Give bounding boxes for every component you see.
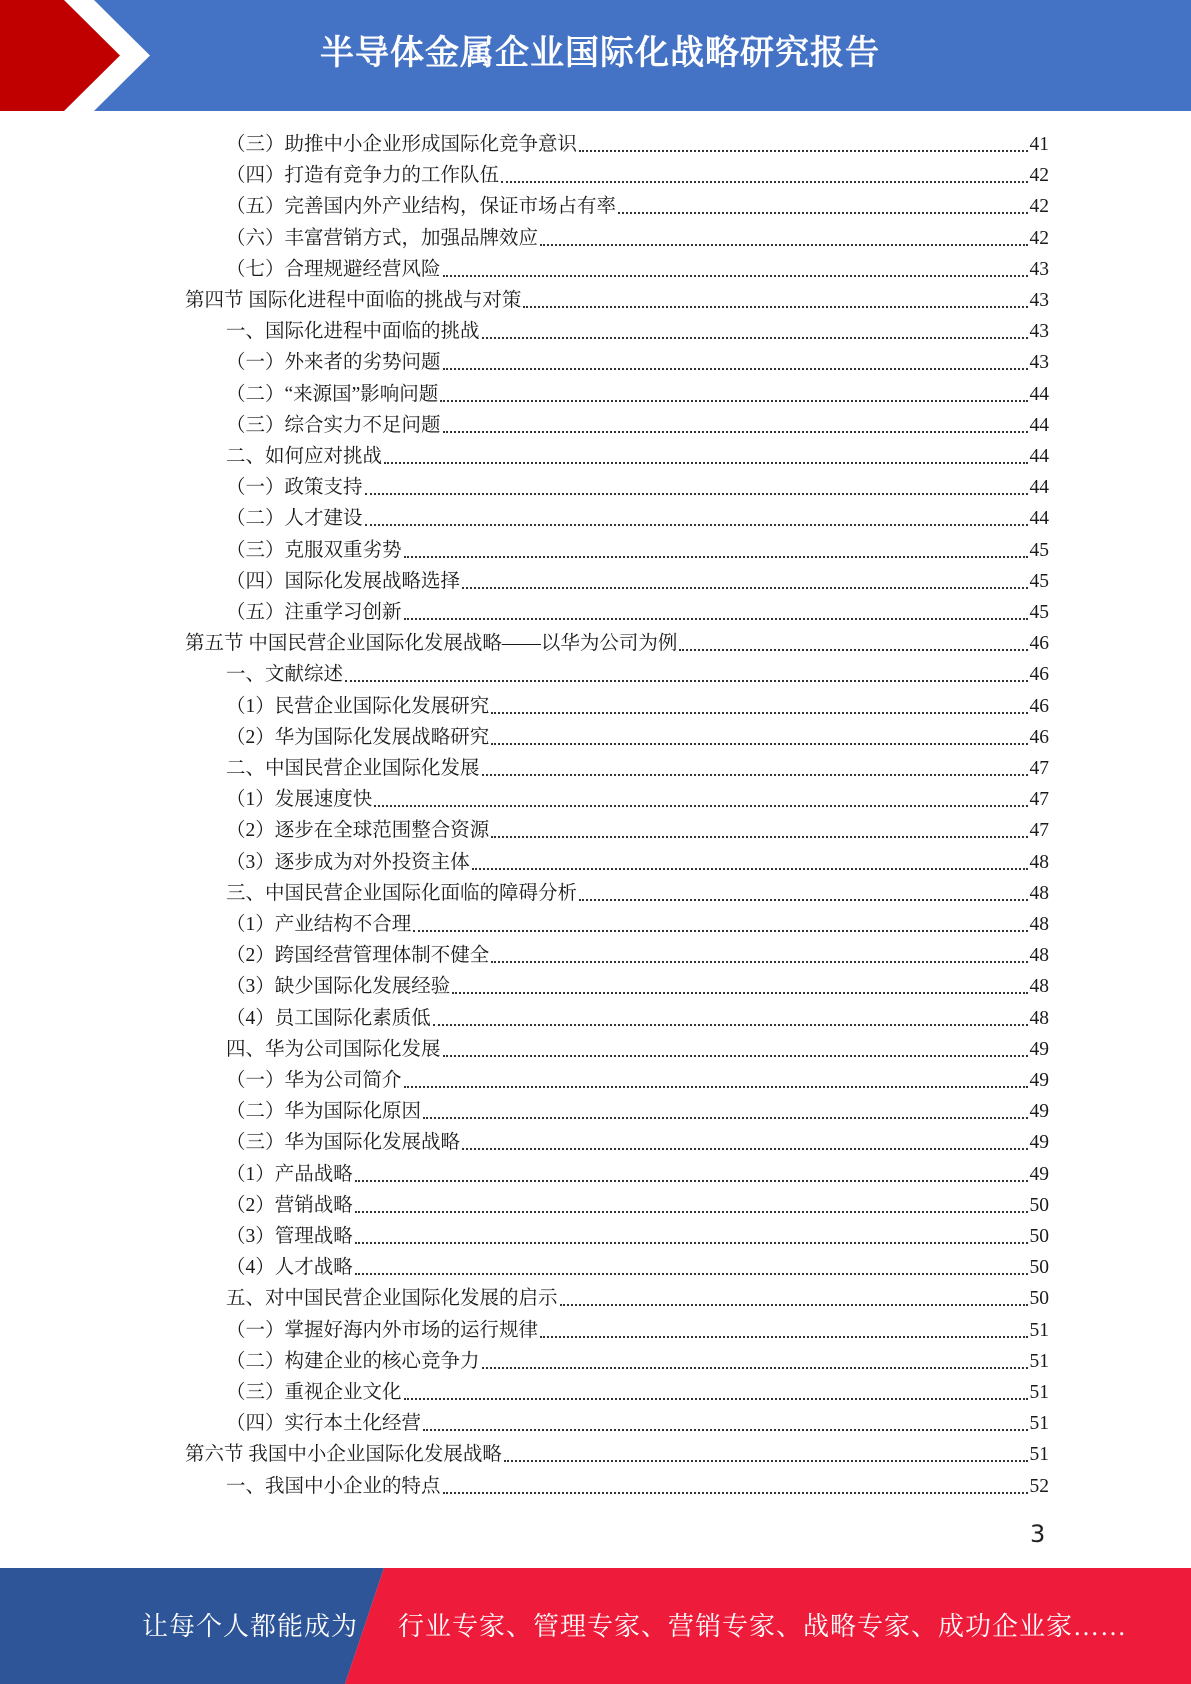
toc-entry[interactable] (226, 127, 1049, 158)
toc-entry-page: 48 (1029, 1007, 1049, 1029)
toc-entry-page: 45 (1029, 602, 1049, 623)
toc-entry-page: 46 (1029, 695, 1049, 717)
toc-entry[interactable] (226, 345, 1049, 376)
dot-leader (345, 680, 1027, 682)
report-title: 半导体金属企业国际化战略研究报告 (320, 33, 880, 73)
toc-entry-page: 43 (1029, 290, 1049, 311)
toc-entry-label: 一、国际化进程中面临的挑战 (226, 321, 480, 343)
toc-entry-label: （一）外来者的劣势问题 (226, 352, 441, 374)
toc-entry[interactable] (226, 1219, 1049, 1250)
dot-leader (482, 337, 1028, 339)
toc-entry-page: 49 (1029, 1038, 1049, 1060)
toc-entry-page: 49 (1029, 1101, 1049, 1123)
toc-entry-page: 44 (1029, 383, 1049, 405)
toc-entry[interactable] (226, 876, 1049, 907)
toc-entry-label: （1）发展速度快 (226, 789, 373, 811)
toc-entry-label: （四）实行本土化经营 (226, 1413, 422, 1435)
toc-entry[interactable] (226, 1188, 1049, 1219)
toc-entry[interactable] (226, 1406, 1049, 1437)
toc-entry-label: 五、对中国民营企业国际化发展的启示 (226, 1288, 558, 1310)
toc-entry-page: 49 (1029, 1163, 1049, 1185)
toc-entry-page: 43 (1029, 321, 1049, 343)
toc-entry[interactable] (226, 657, 1049, 688)
toc-entry-label: （四）国际化发展战略选择 (226, 570, 461, 592)
toc-entry-label: （1）产业结构不合理 (226, 914, 412, 935)
toc-entry[interactable] (226, 595, 1049, 626)
page-header (0, 0, 1191, 111)
dot-leader (443, 1055, 1028, 1057)
dot-leader (404, 1086, 1028, 1088)
toc-entry-page: 52 (1029, 1475, 1049, 1497)
toc-entry-label: （三）综合实力不足问题 (226, 414, 441, 436)
dot-leader (423, 1117, 1027, 1119)
footer-slogan-left: 让每个人都能成为 (142, 1612, 359, 1641)
toc-entry-label: （三）重视企业文化 (226, 1382, 402, 1403)
dot-leader (462, 587, 1027, 589)
dot-leader (491, 836, 1027, 838)
dot-leader (404, 556, 1028, 558)
toc-entry[interactable] (226, 845, 1049, 876)
toc-entry-label: （3）管理战略 (226, 1226, 353, 1247)
toc-entry-page: 49 (1029, 1132, 1049, 1154)
toc-entry[interactable] (226, 969, 1049, 1000)
toc-entry-page: 45 (1029, 570, 1049, 592)
toc-entry-page: 42 (1029, 196, 1049, 218)
toc-entry-page: 47 (1029, 758, 1049, 779)
dot-leader (491, 743, 1027, 745)
toc-entry-page: 48 (1029, 945, 1049, 967)
toc-entry[interactable] (226, 377, 1049, 408)
dot-leader (443, 1492, 1028, 1494)
toc-entry-page: 50 (1029, 1288, 1049, 1310)
toc-entry[interactable] (226, 564, 1049, 595)
dot-leader (501, 181, 1027, 183)
dot-leader (440, 400, 1027, 402)
dot-leader (579, 150, 1027, 152)
toc-entry-label: （二）构建企业的核心竞争力 (226, 1350, 480, 1372)
dot-leader (482, 774, 1028, 776)
toc-entry-page: 45 (1029, 539, 1049, 561)
dot-leader (452, 992, 1027, 994)
toc-entry-label: （一）政策支持 (226, 477, 363, 499)
toc-entry-label: （1）产品战略 (226, 1163, 353, 1185)
toc-entry-label: （三）助推中小企业形成国际化竞争意识 (226, 134, 578, 155)
toc-entry-label: （四）打造有竞争力的工作队伍 (226, 165, 500, 187)
toc-entry-label: （二）人才建设 (226, 508, 363, 530)
dot-leader (423, 1429, 1027, 1431)
toc-entry-page: 46 (1029, 664, 1049, 686)
toc-entry-page: 49 (1029, 1070, 1049, 1091)
toc-entry[interactable] (226, 1125, 1049, 1156)
toc-entry-label: （2）华为国际化发展战略研究 (226, 726, 490, 748)
toc-entry-page: 41 (1029, 134, 1049, 155)
toc-entry-page: 44 (1029, 414, 1049, 436)
toc-entry[interactable] (226, 1375, 1049, 1406)
toc-entry-page: 48 (1029, 851, 1049, 873)
toc-entry[interactable] (185, 283, 1049, 314)
dot-leader (491, 712, 1027, 714)
toc-entry-page: 51 (1029, 1382, 1049, 1403)
toc-entry[interactable] (226, 1094, 1049, 1125)
toc-entry-page: 48 (1029, 976, 1049, 998)
toc-entry-page: 43 (1029, 258, 1049, 280)
toc-entry-label: 二、如何应对挑战 (226, 446, 383, 467)
page-footer (0, 1568, 1191, 1684)
toc-entry-page: 44 (1029, 446, 1049, 467)
toc-entry[interactable] (226, 470, 1049, 501)
toc-entry-label: 三、中国民营企业国际化面临的障碍分析 (226, 882, 578, 904)
toc-entry[interactable] (226, 189, 1049, 220)
toc-entry[interactable] (226, 1250, 1049, 1281)
dot-leader (443, 431, 1028, 433)
toc-entry[interactable] (226, 221, 1049, 252)
toc-entry[interactable] (226, 1032, 1049, 1063)
toc-entry-label: （2）营销战略 (226, 1194, 353, 1216)
toc-entry[interactable] (226, 533, 1049, 564)
toc-entry[interactable] (226, 1313, 1049, 1344)
toc-entry-page: 51 (1029, 1444, 1049, 1466)
dot-leader (504, 1460, 1028, 1462)
toc-entry[interactable] (226, 689, 1049, 720)
toc-entry[interactable] (226, 501, 1049, 532)
toc-entry[interactable] (226, 1344, 1049, 1375)
toc-entry-label: （一）掌握好海内外市场的运行规律 (226, 1319, 539, 1341)
toc-entry-label: 第五节 中国民营企业国际化发展战略——以华为公司为例 (185, 633, 678, 655)
toc-entry-label: （一）华为公司简介 (226, 1070, 402, 1091)
toc-entry-page: 50 (1029, 1257, 1049, 1279)
dot-leader (404, 1398, 1028, 1400)
toc-entry-page: 44 (1029, 508, 1049, 530)
toc-entry-label: （4）人才战略 (226, 1257, 353, 1279)
dot-leader (433, 1024, 1028, 1026)
dot-leader (355, 1242, 1028, 1244)
toc-entry[interactable] (226, 1469, 1049, 1500)
toc-entry[interactable] (226, 408, 1049, 439)
toc-entry-label: （五）完善国内外产业结构，保证市场占有率 (226, 196, 617, 218)
toc-entry[interactable] (226, 1157, 1049, 1188)
dot-leader (540, 244, 1027, 246)
toc-entry-label: （二）“来源国”影响问题 (226, 383, 439, 405)
dot-leader (374, 805, 1027, 807)
dot-leader (404, 618, 1028, 620)
toc-entry[interactable] (185, 626, 1049, 657)
toc-entry[interactable] (226, 1281, 1049, 1312)
toc-entry-page: 48 (1029, 882, 1049, 904)
toc-entry-page: 51 (1029, 1319, 1049, 1341)
toc-entry-page: 47 (1029, 820, 1049, 842)
toc-entry-label: （2）跨国经营管理体制不健全 (226, 945, 490, 967)
toc-entry[interactable] (226, 720, 1049, 751)
toc-entry-label: （2）逐步在全球范围整合资源 (226, 820, 490, 842)
toc-entry-label: （七）合理规避经营风险 (226, 258, 441, 280)
toc-entry[interactable] (226, 439, 1049, 470)
toc-entry[interactable] (226, 782, 1049, 813)
toc-entry-label: （1）民营企业国际化发展研究 (226, 695, 490, 717)
toc-entry[interactable] (226, 813, 1049, 844)
toc-entry[interactable] (226, 1001, 1049, 1032)
toc-entry-page: 42 (1029, 227, 1049, 249)
dot-leader (443, 275, 1028, 277)
toc-entry[interactable] (226, 938, 1049, 969)
toc-entry-label: （三）华为国际化发展战略 (226, 1132, 461, 1154)
dot-leader (579, 899, 1027, 901)
toc-entry-label: （三）克服双重劣势 (226, 539, 402, 561)
toc-entry-page: 50 (1029, 1226, 1049, 1247)
toc-entry[interactable] (226, 252, 1049, 283)
dot-leader (413, 930, 1027, 932)
toc-entry-label: 第六节 我国中小企业国际化发展战略 (185, 1444, 502, 1466)
toc-entry-label: （4）员工国际化素质低 (226, 1007, 431, 1029)
dot-leader (560, 1304, 1028, 1306)
dot-leader (355, 1211, 1028, 1213)
dot-leader (482, 1367, 1028, 1369)
dot-leader (355, 1273, 1028, 1275)
dot-leader (618, 212, 1027, 214)
toc-entry-label: （3）逐步成为对外投资主体 (226, 851, 470, 873)
toc-entry-label: 一、我国中小企业的特点 (226, 1475, 441, 1497)
toc-entry[interactable] (226, 158, 1049, 189)
toc-entry[interactable] (226, 1063, 1049, 1094)
toc-entry[interactable] (185, 1437, 1049, 1468)
toc-entry-page: 44 (1029, 477, 1049, 499)
footer-slogan-right: 行业专家、管理专家、营销专家、战略专家、成功企业家…… (398, 1612, 1128, 1641)
dot-leader (472, 868, 1028, 870)
toc-entry-label: 一、文献综述 (226, 664, 344, 686)
toc-entry-label: （五）注重学习创新 (226, 602, 402, 623)
toc-entry-label: （二）华为国际化原因 (226, 1101, 422, 1123)
toc-entry-page: 46 (1029, 633, 1049, 655)
toc-entry-page: 51 (1029, 1350, 1049, 1372)
dot-leader (491, 961, 1027, 963)
dot-leader (384, 462, 1027, 464)
toc-entry-page: 46 (1029, 726, 1049, 748)
toc-entry-label: （3）缺少国际化发展经验 (226, 976, 451, 998)
dot-leader (679, 649, 1027, 651)
dot-leader (365, 493, 1028, 495)
toc-entry-page: 51 (1029, 1413, 1049, 1435)
page-number: 3 (1030, 1520, 1046, 1548)
toc-entry[interactable] (226, 751, 1049, 782)
toc-entry[interactable] (226, 314, 1049, 345)
toc-entry[interactable] (226, 907, 1049, 938)
dot-leader (540, 1336, 1027, 1338)
dot-leader (523, 306, 1027, 308)
dot-leader (355, 1180, 1028, 1182)
toc-entry-label: 第四节 国际化进程中面临的挑战与对策 (185, 290, 522, 311)
dot-leader (443, 368, 1028, 370)
toc-entry-label: 二、中国民营企业国际化发展 (226, 758, 480, 779)
chevron-decoration (0, 0, 160, 111)
toc-entry-page: 48 (1029, 914, 1049, 935)
dot-leader (462, 1148, 1027, 1150)
toc-entry-page: 42 (1029, 165, 1049, 187)
toc-entry-page: 43 (1029, 352, 1049, 374)
toc-entry-page: 50 (1029, 1194, 1049, 1216)
toc-entry-label: 四、华为公司国际化发展 (226, 1038, 441, 1060)
toc-entry-page: 47 (1029, 789, 1049, 811)
toc-entry-label: （六）丰富营销方式，加强品牌效应 (226, 227, 539, 249)
dot-leader (365, 524, 1028, 526)
